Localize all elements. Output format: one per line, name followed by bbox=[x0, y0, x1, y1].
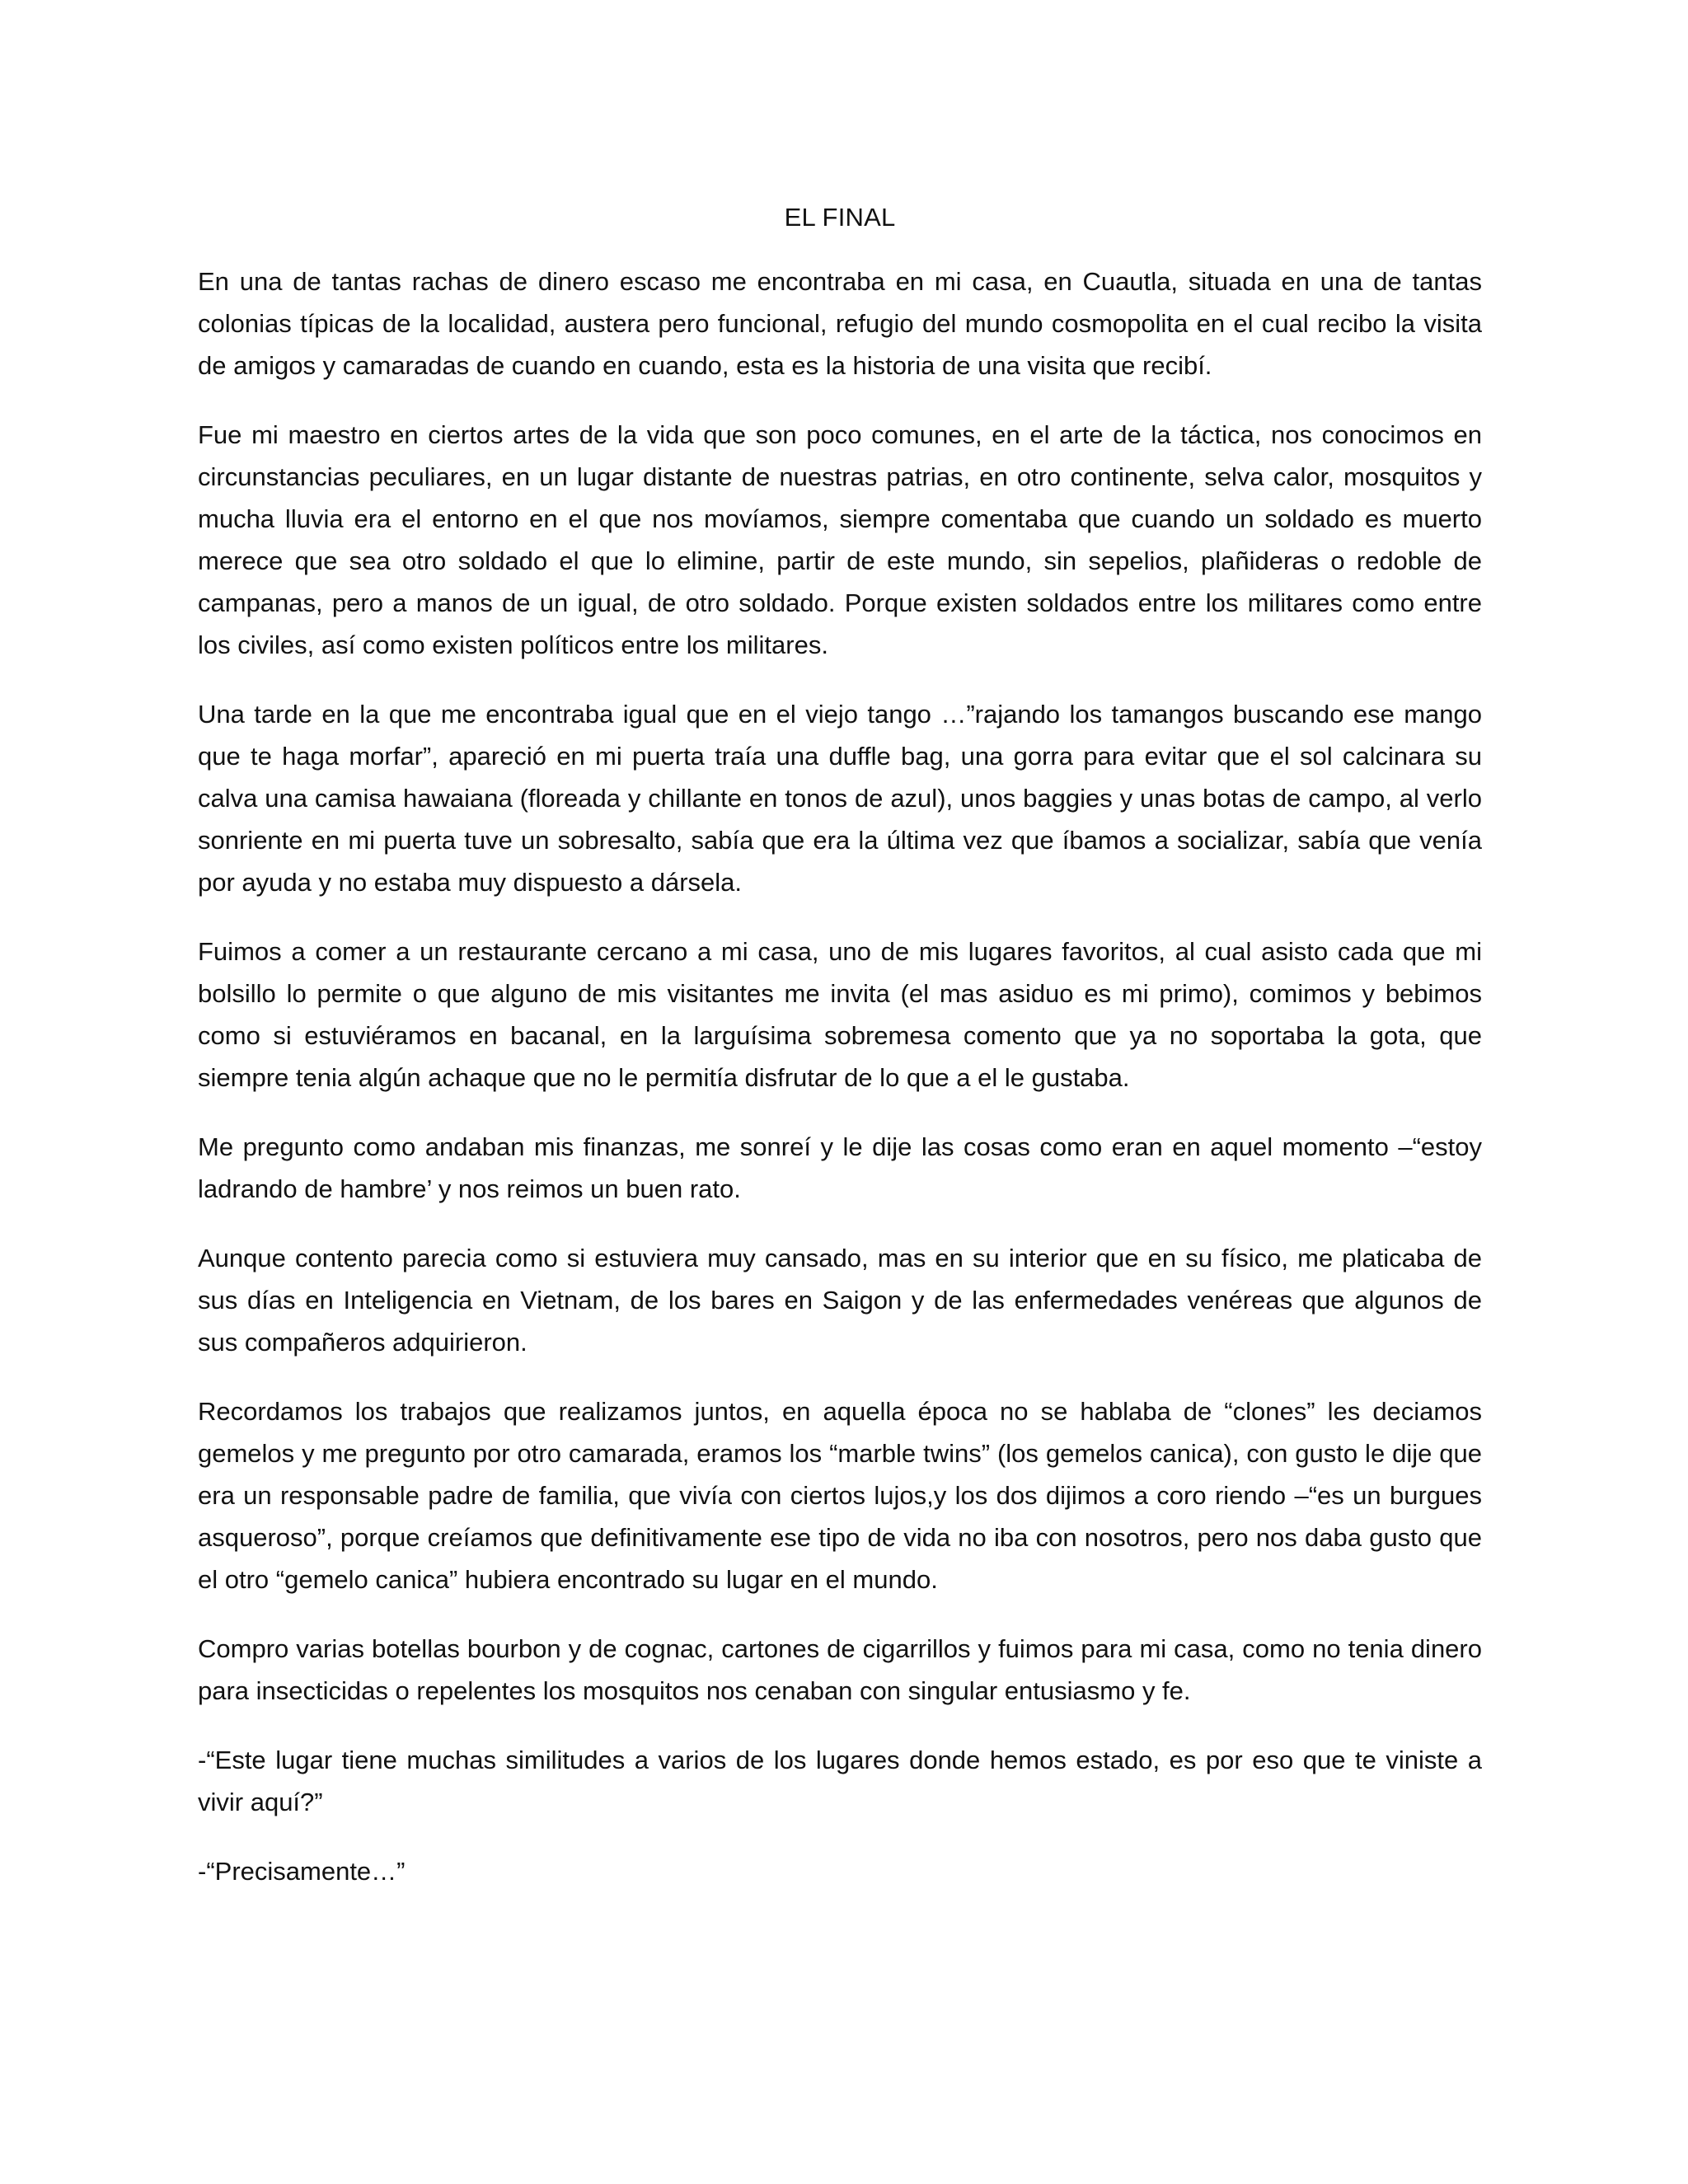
paragraph-2: Fue mi maestro en ciertos artes de la vida que son poco comunes, en el arte de la táctica, nos conocimos en circunstancias peculiares, en un lugar distante de nuestras patrias, en otro continente, selva calor, mosquitos y mucha lluvia era el entorno en el que nos movíamos, siempre comentaba que cuando un soldado es muerto merece que sea otro soldado el que lo elimine, partir de este mundo, sin sepelios, plañideras o redoble de campanas, pero a manos de un igual, de otro soldado. Porque existen soldados entre los militares como entre los civiles, así como existen políticos entre los militares. bbox=[198, 420, 1482, 659]
paragraph-1: En una de tantas rachas de dinero escaso me encontraba en mi casa, en Cuautla, situada en una de tantas colonias típicas de la localidad, austera pero funcional, refugio del mundo cosmopolita en el cual recibo la visita de amigos y camaradas de cuando en cuando, esta es la historia de una visita que recibí. bbox=[198, 267, 1482, 380]
paragraph-4: Fuimos a comer a un restaurante cercano a mi casa, uno de mis lugares favoritos, al cual asisto cada que mi bolsillo lo permite o que alguno de mis visitantes me invita (el mas asiduo es mi primo), comimos y bebimos como si estuviéramos en bacanal, en la larguísima sobremesa comento que ya no soportaba la gota, que siempre tenia algún achaque que no le permitía disfrutar de lo que a el le gustaba. bbox=[198, 937, 1482, 1092]
dialogue-line-1: -“Este lugar tiene muchas similitudes a varios de los lugares donde hemos estado, es por eso que te viniste a vivir aquí?” bbox=[198, 1746, 1482, 1816]
document-title: EL FINAL bbox=[784, 203, 896, 232]
document-body bbox=[198, 196, 1482, 1892]
dialogue-line-2: -“Precisamente…” bbox=[198, 1857, 406, 1886]
paragraph-6: Aunque contento parecia como si estuviera muy cansado, mas en su interior que en su físico, me platicaba de sus días en Inteligencia en Vietnam, de los bares en Saigon y de las enfermedades venéreas que algunos de sus compañeros adquirieron. bbox=[198, 1244, 1482, 1357]
paragraph-3: Una tarde en la que me encontraba igual que en el viejo tango …”rajando los tamangos buscando ese mango que te haga morfar”, apareció en mi puerta traía una duffle bag, una gorra para evitar que el sol calcinara su calva una camisa hawaiana (floreada y chillante en tonos de azul), unos baggies y unas botas de campo, al verlo sonriente en mi puerta tuve un sobresalto, sabía que era la última vez que íbamos a socializar, sabía que venía por ayuda y no estaba muy dispuesto a dársela. bbox=[198, 700, 1482, 897]
paragraph-5: Me pregunto como andaban mis finanzas, me sonreí y le dije las cosas como eran en aquel momento –“estoy ladrando de hambre’ y nos reimos un buen rato. bbox=[198, 1132, 1482, 1203]
paragraph-7: Recordamos los trabajos que realizamos juntos, en aquella época no se hablaba de “clones” les deciamos gemelos y me pregunto por otro camarada, eramos los “marble twins” (los gemelos canica), con gusto le dije que era un responsable padre de familia, que vivía con ciertos lujos,y los dos dijimos a coro riendo –“es un burgues asqueroso”, porque creíamos que definitivamente ese tipo de vida no iba con nosotros, pero nos daba gusto que el otro “gemelo canica” hubiera encontrado su lugar en el mundo. bbox=[198, 1397, 1482, 1594]
paragraph-8: Compro varias botellas bourbon y de cognac, cartones de cigarrillos y fuimos para mi casa, como no tenia dinero para insecticidas o repelentes los mosquitos nos cenaban con singular entusiasmo y fe. bbox=[198, 1634, 1482, 1705]
